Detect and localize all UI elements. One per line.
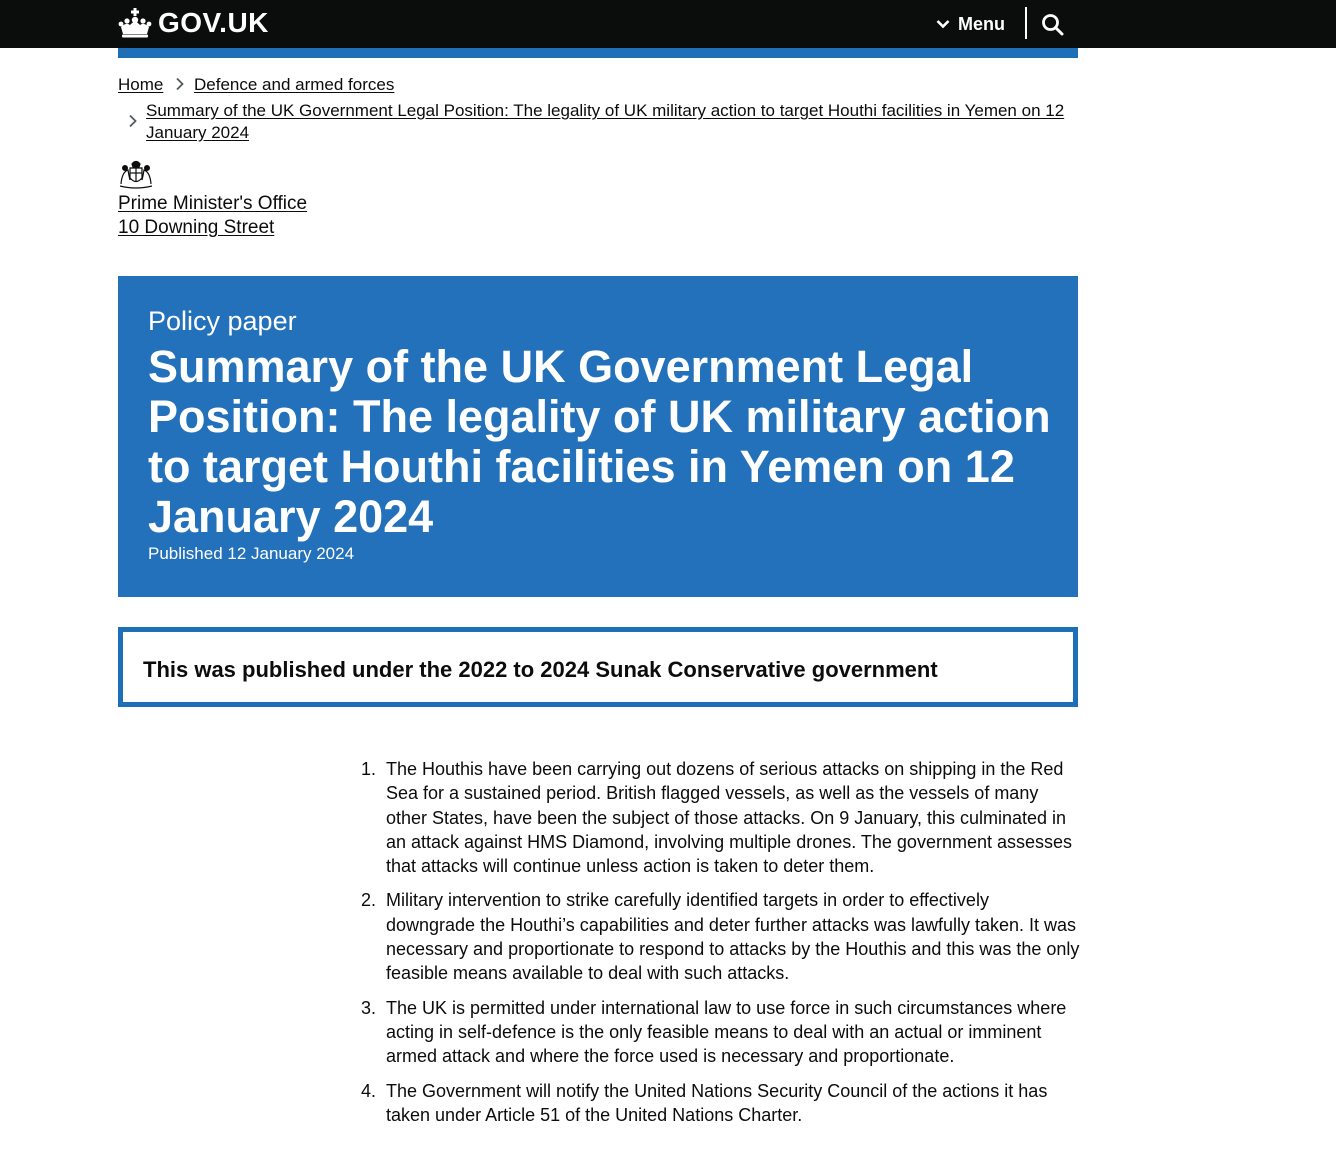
list-item-text: The Houthis have been carrying out dozens of serious attacks on shipping in the Red Sea for a sustained period. British flagged vessels, as well as the vessels of many other States, have been the subject of those attacks. On 9 January, this culminated in an attack against HMS Diamond, involving multiple drones. The government assesses that attacks will continue unless action is taken to deter them. bbox=[386, 759, 1073, 877]
royal-crest-icon bbox=[118, 158, 154, 190]
title-banner bbox=[118, 276, 1078, 597]
crown-icon bbox=[118, 8, 152, 38]
chevron-right-icon bbox=[175, 77, 185, 91]
history-notice-text: This was published under the 2022 to 2024 Sunak Conservative government bbox=[143, 657, 938, 682]
list-item-number: 1. bbox=[360, 759, 376, 779]
search-icon bbox=[1040, 12, 1066, 38]
breadcrumb-defence-link[interactable]: Defence and armed forces bbox=[194, 75, 395, 94]
list-item bbox=[350, 757, 1080, 878]
chevron-right-icon bbox=[128, 114, 138, 128]
menu-button[interactable] bbox=[936, 12, 1005, 36]
list-item-text: The UK is permitted under international law to use force in such circumstances where acting in self-defence is the only feasible means to deal with an actual or imminent armed attack and where the force used is necessary and proportionate. bbox=[386, 997, 1067, 1067]
breadcrumb-home-link[interactable]: Home bbox=[118, 75, 164, 94]
site-header bbox=[0, 0, 1336, 48]
document-type: Policy paper bbox=[148, 306, 297, 336]
menu-label: Menu bbox=[958, 13, 1005, 34]
govuk-logo-link[interactable] bbox=[118, 6, 269, 40]
header-divider bbox=[1025, 7, 1027, 39]
search-button[interactable] bbox=[1040, 12, 1066, 38]
list-item bbox=[350, 996, 1080, 1069]
chevron-down-icon bbox=[936, 19, 950, 29]
page-title: Summary of the UK Government Legal Position: The legality of UK military action to target Houthi facilities in Yemen on 12 January 2024 bbox=[148, 341, 1051, 542]
header-blue-strip bbox=[118, 48, 1078, 58]
organisation-name-line2: 10 Downing Street bbox=[118, 217, 275, 238]
list-item-number: 3. bbox=[360, 997, 376, 1018]
list-item-number: 4. bbox=[360, 1080, 376, 1101]
history-notice bbox=[118, 627, 1078, 707]
content-list bbox=[350, 757, 1080, 1137]
govuk-logotype: GOV.UK bbox=[158, 7, 269, 38]
list-item-text: The Government will notify the United Nations Security Council of the actions it has taken under Article 51 of the United Nations Charter. bbox=[386, 1080, 1048, 1125]
list-item-number: 2. bbox=[360, 890, 376, 911]
list-item bbox=[350, 888, 1080, 985]
list-item bbox=[350, 1079, 1080, 1128]
organisation-name-line1: Prime Minister's Office bbox=[118, 193, 308, 214]
list-item-text: Military intervention to strike carefully identified targets in order to effectively downgrade the Houthi’s capabilities and deter further attacks was lawfully taken. It was necessary and proportionate to respond to attacks by the Houthis and this was the only feasible means available to deal with such attacks. bbox=[386, 890, 1080, 984]
organisation-link[interactable] bbox=[118, 192, 307, 240]
published-date: Published 12 January 2024 bbox=[148, 544, 355, 563]
breadcrumb-summary-link[interactable]: Summary of the UK Government Legal Position: The legality of UK military action to target Houthi facilities in Yemen on 12 January 2024 bbox=[146, 101, 1065, 142]
